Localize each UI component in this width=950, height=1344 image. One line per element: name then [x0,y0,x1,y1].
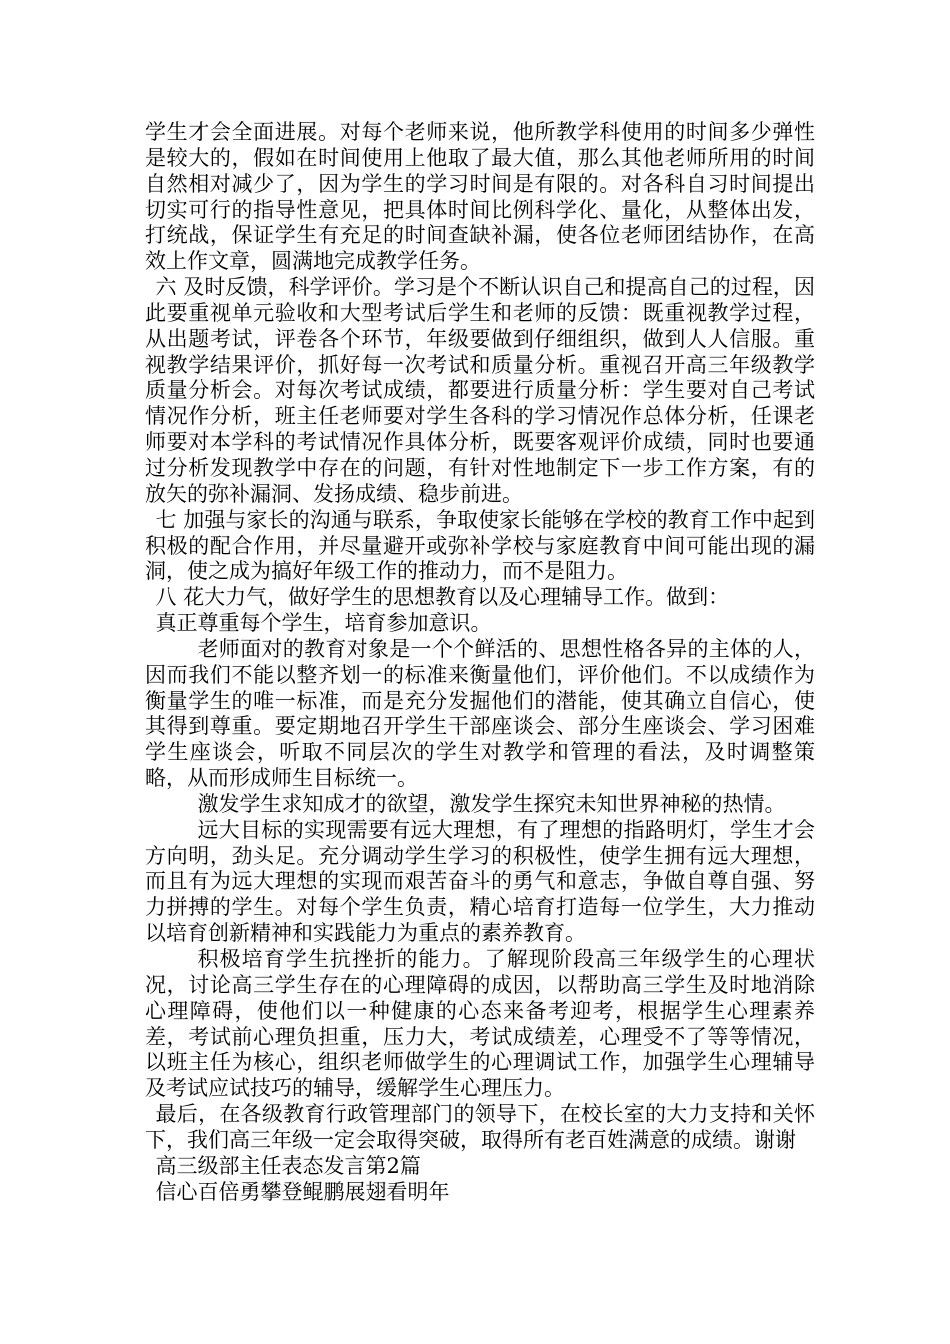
paragraph-teacher-education-objects: 老师面对的教育对象是一个个鲜活的、思想性格各异的主体的人，因而我们不能以整齐划一的标准来衡量他们，评价他们。不以成绩作为衡量学生的唯一标准，而是充分发掘他们的潜能，使其确立自信心，使其得到尊重。要定期地召开学生干部座谈会、部分生座谈会、学习困难学生座谈会，听取不同层次的学生对教学和管理的看法，及时调整策略，从而形成师生目标统一。 [145,636,815,791]
paragraph-section-eight-heading: 八 花大力气，做好学生的思想教育以及心理辅导工作。做到： [155,585,730,610]
paragraph-closing: 最后，在各级教育行政管理部门的领导下，在校长室的大力支持和关怀下，我们高三年级一定会取得突破，取得所有老百姓满意的成绩。谢谢 [145,1102,815,1152]
paragraph-motivate-students: 激发学生求知成才的欲望，激发学生探究未知世界神秘的热情。 [197,791,786,816]
section-heading-article-two: 高三级部主任表态发言第2篇 [155,1153,421,1178]
paragraph-section-six-feedback: 六 及时反馈，科学评价。学习是个不断认识自己和提高自己的过程，因此要重视单元验收和大型考试后学生和老师的反馈：既重视教学过程，从出题考试，评卷各个环节，年级要做到仔细组织，做到人人信服。重视教学结果评价，抓好每一次考试和质量分析。重视召开高三年级教学质量分析会。对每次考试成绩，都要进行质量分析：学生要对自己考试情况作分析，班主任老师要对学生各科的学习情况作总体分析，任课老师要对本学科的考试情况作具体分析，既要客观评价成绩，同时也要通过分析发现教学中存在的问题，有针对性地制定下一步工作方案，有的放矢的弥补漏洞、发扬成绩、稳步前进。 [145,275,815,506]
document-body [145,120,815,1205]
paragraph-ambition: 远大目标的实现需要有远大理想，有了理想的指路明灯，学生才会方向明，劲头足。充分调动学生学习的积极性，使学生拥有远大理想，而且有为远大理想的实现而艰苦奋斗的勇气和意志，争做自尊自强、努力拼搏的学生。对每个学生负责，精心培育打造每一位学生，大力推动以培育创新精神和实践能力为重点的素养教育。 [145,817,815,946]
paragraph-section-seven-parents: 七 加强与家长的沟通与联系，争取使家长能够在学校的教育工作中起到积极的配合作用，并尽量避开或弥补学校与家庭教育中间可能出现的漏洞，使之成为搞好年级工作的推动力，而不是阻力。 [145,507,815,584]
paragraph-study-time: 学生才会全面进展。对每个老师来说，他所教学科使用的时间多少弹性是较大的，假如在时间使用上他取了最大值，那么其他老师所用的时间自然相对减少了，因为学生的学习时间是有限的。对各科自习时间提出切实可行的指导性意见，把具体时间比例科学化、量化，从整体出发，打统战，保证学生有充足的时间查缺补漏，使各位老师团结协作，在高效上作文章，圆满地完成教学任务。 [145,120,815,274]
paragraph-resilience: 积极培育学生抗挫折的能力。了解现阶段高三年级学生的心理状况，讨论高三学生存在的心理障碍的成因，以帮助高三学生及时地消除心理障碍，使他们以一种健康的心态来备考迎考，根据学生心理素养差，考试前心理负担重，压力大，考试成绩差，心理受不了等等情况，以班主任为核心，组织老师做学生的心理调试工作，加强学生心理辅导及考试应试技巧的辅导，缓解学生心理压力。 [145,947,815,1101]
article-title: 信心百倍勇攀登鲲鹏展翅看明年 [155,1179,450,1204]
paragraph-respect-students: 真正尊重每个学生，培育参加意识。 [155,611,492,636]
